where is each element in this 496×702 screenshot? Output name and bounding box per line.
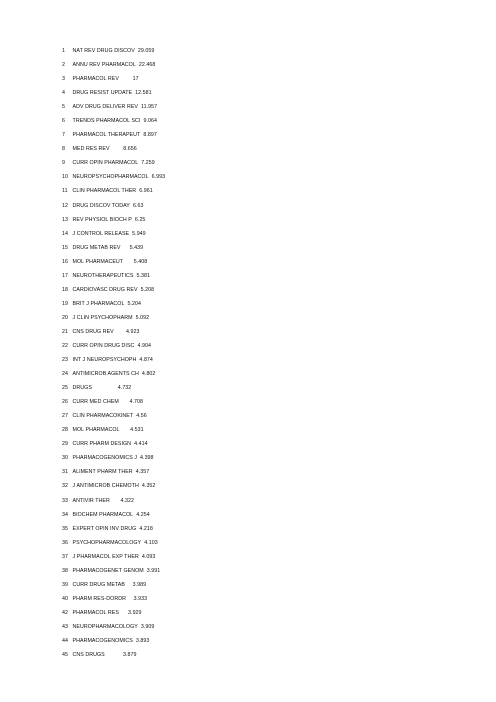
journal-name: INT J NEUROPSYCHOPH xyxy=(72,357,137,364)
rank-number: 15 xyxy=(62,244,68,251)
journal-name: MOL PHARMACEUT xyxy=(72,258,124,265)
column-gap xyxy=(125,578,133,592)
journal-name: CNS DRUGS xyxy=(72,652,105,659)
list-item xyxy=(62,606,165,620)
impact-factor: 4.414 xyxy=(134,441,148,448)
list-item xyxy=(62,648,165,662)
list-item xyxy=(62,128,165,142)
journal-name: CLIN PHARMACOKINET xyxy=(72,413,134,420)
rank-number: 4 xyxy=(62,90,65,97)
journal-name: CURR PHARM DESIGN xyxy=(72,441,132,448)
column-gap xyxy=(119,606,128,620)
rank-number: 37 xyxy=(62,553,68,560)
list-item xyxy=(62,620,165,634)
column-gap xyxy=(119,72,133,86)
list-item xyxy=(62,255,165,269)
rank-number: 18 xyxy=(62,286,68,293)
impact-factor: 9.064 xyxy=(143,118,158,125)
journal-name: PHARMACOL REV xyxy=(72,76,119,83)
journal-name: PHARMACOL RES xyxy=(72,609,119,616)
list-item xyxy=(62,508,165,522)
journal-name: ANTIVIR THER xyxy=(72,497,110,504)
journal-name: DRUG RESIST UPDATE xyxy=(72,90,133,97)
rank-number: 11 xyxy=(62,188,68,195)
column-gap xyxy=(119,395,130,409)
list-item xyxy=(62,297,165,311)
journal-impact-list xyxy=(62,44,165,662)
list-item xyxy=(62,184,165,198)
journal-name: EXPERT OPIN INV DRUG xyxy=(72,525,137,532)
list-item xyxy=(62,227,165,241)
list-item xyxy=(62,311,165,325)
journal-name: NEUROPHARMACOLOGY xyxy=(72,623,138,630)
journal-name: ALIMENT PHARM THER xyxy=(72,469,133,476)
journal-name: BIOCHEM PHARMACOL xyxy=(72,511,134,518)
rank-number: 13 xyxy=(62,216,68,223)
journal-name: NEUROTHERAPEUTICS xyxy=(72,272,134,279)
list-item xyxy=(62,199,165,213)
impact-factor: 4.322 xyxy=(120,497,134,504)
journal-name: BRIT J PHARMACOL xyxy=(72,300,125,307)
rank-number: 26 xyxy=(62,399,68,406)
impact-factor: 4.357 xyxy=(135,469,150,476)
journal-name: ANTIMICROB AGENTS CH xyxy=(72,371,139,378)
impact-factor: 6.993 xyxy=(151,174,166,181)
rank-number: 45 xyxy=(62,652,68,659)
column-gap xyxy=(123,255,134,269)
impact-factor: 5.208 xyxy=(140,286,155,293)
journal-name: PHARMACOGENOMICS J xyxy=(72,455,137,462)
rank-number: 35 xyxy=(62,525,68,532)
journal-name: PHARMACOL THERAPEUT xyxy=(72,132,141,139)
impact-factor: 4.531 xyxy=(130,427,144,434)
rank-number: 5 xyxy=(62,104,65,111)
list-item xyxy=(62,114,165,128)
list-item xyxy=(62,241,165,255)
column-gap xyxy=(121,241,130,255)
impact-factor: 3.933 xyxy=(133,595,148,602)
list-item xyxy=(62,465,165,479)
journal-name: NAT REV DRUG DISCOV xyxy=(72,48,135,54)
rank-number: 28 xyxy=(62,427,68,434)
list-item xyxy=(62,325,165,339)
impact-factor: 5.092 xyxy=(135,314,150,321)
rank-number: 44 xyxy=(62,637,68,644)
impact-factor: 5.381 xyxy=(136,272,150,279)
journal-name: J CLIN PSYCHOPHARM xyxy=(72,314,133,321)
list-item xyxy=(62,522,165,536)
impact-factor: 4.352 xyxy=(141,483,156,490)
rank-number: 16 xyxy=(62,258,68,265)
journal-name: PSYCHOPHARMACOLOGY xyxy=(72,539,142,546)
rank-number: 1 xyxy=(62,48,65,54)
journal-name: PHARMACOGENET GENOM xyxy=(72,567,144,574)
impact-factor: 3.989 xyxy=(132,581,147,588)
rank-number: 31 xyxy=(62,469,68,476)
journal-name: J CONTROL RELEASE xyxy=(72,230,130,237)
list-item xyxy=(62,409,165,423)
column-gap xyxy=(110,142,124,156)
column-gap xyxy=(120,423,131,437)
list-item xyxy=(62,634,165,648)
rank-number: 27 xyxy=(62,413,68,420)
impact-factor: 8.656 xyxy=(123,146,137,153)
journal-name: CURR OPIN PHARMACOL xyxy=(72,160,139,167)
list-item xyxy=(62,395,165,409)
impact-factor: 8.897 xyxy=(143,132,157,139)
list-item xyxy=(62,367,165,381)
rank-number: 10 xyxy=(62,174,68,181)
rank-number: 21 xyxy=(62,328,68,335)
journal-name: NEUROPSYCHOPHARMACOL xyxy=(72,174,149,181)
impact-factor: 22.468 xyxy=(138,62,156,69)
rank-number: 40 xyxy=(62,595,68,602)
journal-name: CURR MED CHEM xyxy=(72,399,119,406)
rank-number: 32 xyxy=(62,483,68,490)
rank-number: 20 xyxy=(62,314,68,321)
column-gap xyxy=(114,325,126,339)
column-gap xyxy=(105,648,123,662)
list-item xyxy=(62,213,165,227)
impact-factor: 4.56 xyxy=(136,413,147,420)
rank-number: 23 xyxy=(62,357,68,364)
journal-name: J ANTIMICROB CHEMOTH xyxy=(72,483,139,490)
rank-number: 17 xyxy=(62,272,68,279)
journal-name: REV PHYSIOL BIOCH P xyxy=(72,216,132,223)
rank-number: 30 xyxy=(62,455,68,462)
rank-number: 3 xyxy=(62,76,65,83)
journal-name: PHARMACOGENOMICS xyxy=(72,637,133,644)
list-item xyxy=(62,451,165,465)
column-gap xyxy=(126,592,134,606)
impact-factor: 7.259 xyxy=(141,160,155,167)
impact-factor: 4.802 xyxy=(141,371,156,378)
rank-number: 43 xyxy=(62,623,68,630)
rank-number: 36 xyxy=(62,539,68,546)
journal-name: TRENDS PHARMACOL SCI xyxy=(72,118,141,125)
impact-factor: 3.991 xyxy=(146,567,161,574)
list-item xyxy=(62,283,165,297)
list-item xyxy=(62,156,165,170)
column-gap xyxy=(110,494,121,508)
impact-factor: 4.923 xyxy=(125,328,140,335)
journal-name: CLIN PHARMACOL THER xyxy=(72,188,137,195)
impact-factor: 3.879 xyxy=(123,652,137,659)
impact-factor: 3.893 xyxy=(135,637,150,644)
rank-number: 33 xyxy=(62,497,68,504)
rank-number: 25 xyxy=(62,385,68,392)
list-item xyxy=(62,592,165,606)
rank-number: 7 xyxy=(62,132,65,139)
impact-factor: 3.909 xyxy=(140,623,155,630)
journal-name: DRUGS xyxy=(72,385,92,392)
impact-factor: 4.398 xyxy=(140,455,154,462)
journal-name: ANNU REV PHARMACOL xyxy=(72,62,136,69)
list-item xyxy=(62,72,165,86)
rank-number: 42 xyxy=(62,609,68,616)
rank-number: 6 xyxy=(62,118,65,125)
impact-factor: 5.408 xyxy=(133,258,148,265)
list-item xyxy=(62,100,165,114)
list-item xyxy=(62,578,165,592)
journal-name: MOL PHARMACOL xyxy=(72,427,120,434)
list-item xyxy=(62,550,165,564)
journal-name: DRUG METAB REV xyxy=(72,244,121,251)
column-gap xyxy=(92,381,118,395)
journal-name: CNS DRUG REV xyxy=(72,328,114,335)
journal-name: DRUG DISCOV TODAY xyxy=(72,202,130,209)
list-item xyxy=(62,339,165,353)
impact-factor: 4.904 xyxy=(137,342,151,349)
journal-name: PHARM RES-DORDR xyxy=(72,595,126,602)
impact-factor: 5.439 xyxy=(129,244,144,251)
impact-factor: 17 xyxy=(132,76,139,83)
rank-number: 2 xyxy=(62,62,65,69)
impact-factor: 12.581 xyxy=(135,90,152,97)
list-item xyxy=(62,494,165,508)
impact-factor: 4.708 xyxy=(129,399,143,406)
list-item xyxy=(62,423,165,437)
rank-number: 19 xyxy=(62,300,68,307)
list-item xyxy=(62,479,165,493)
journal-name: ADV DRUG DELIVER REV xyxy=(72,104,138,111)
impact-factor: 4.732 xyxy=(117,385,132,392)
rank-number: 24 xyxy=(62,371,68,378)
impact-factor: 29.059 xyxy=(137,48,155,54)
rank-number: 9 xyxy=(62,160,65,167)
impact-factor: 6.63 xyxy=(132,202,144,209)
rank-number: 39 xyxy=(62,581,68,588)
list-item xyxy=(62,170,165,184)
impact-factor: 6.961 xyxy=(139,188,153,195)
rank-number: 8 xyxy=(62,146,65,153)
list-item xyxy=(62,437,165,451)
list-item xyxy=(62,269,165,283)
journal-name: CURR DRUG METAB xyxy=(72,581,125,588)
list-item xyxy=(62,86,165,100)
list-item xyxy=(62,536,165,550)
impact-factor: 5.204 xyxy=(127,300,142,307)
rank-number: 34 xyxy=(62,511,68,518)
journal-name: MED RES REV xyxy=(72,146,110,153)
impact-factor: 4.103 xyxy=(144,539,158,546)
rank-number: 22 xyxy=(62,342,68,349)
impact-factor: 11.957 xyxy=(141,104,158,111)
list-item xyxy=(62,353,165,367)
impact-factor: 6.25 xyxy=(134,216,146,223)
rank-number: 38 xyxy=(62,567,68,574)
impact-factor: 5.949 xyxy=(132,230,146,237)
list-item xyxy=(62,44,165,58)
impact-factor: 4.218 xyxy=(139,525,153,532)
impact-factor: 4.874 xyxy=(139,357,153,364)
list-item xyxy=(62,58,165,72)
journal-name: CURR OPIN DRUG DISC xyxy=(72,342,135,349)
impact-factor: 4.093 xyxy=(141,553,156,560)
rank-number: 29 xyxy=(62,441,68,448)
rank-number: 12 xyxy=(62,202,68,209)
impact-factor: 4.254 xyxy=(136,511,150,518)
impact-factor: 3.929 xyxy=(128,609,142,616)
list-item xyxy=(62,564,165,578)
rank-number: 14 xyxy=(62,230,68,237)
journal-name: CARDIOVASC DRUG REV xyxy=(72,286,138,293)
list-item xyxy=(62,142,165,156)
journal-name: J PHARMACOL EXP THER xyxy=(72,553,139,560)
list-item xyxy=(62,381,165,395)
